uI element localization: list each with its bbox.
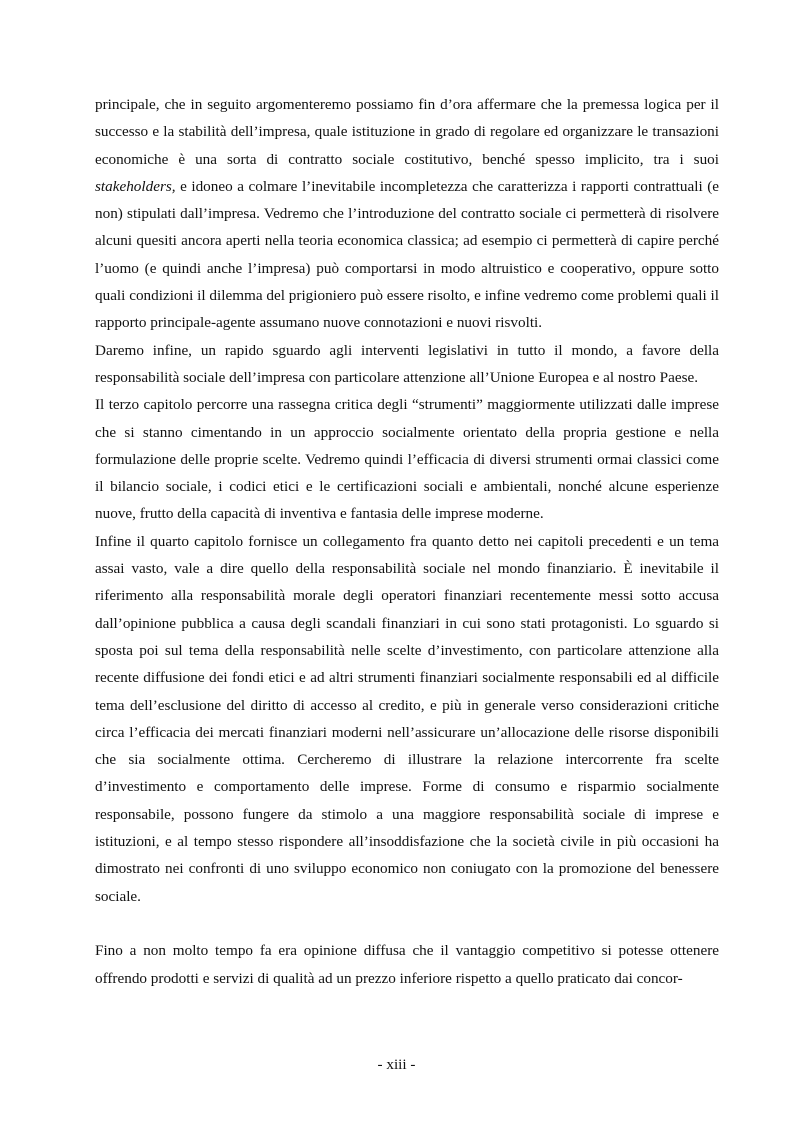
page-number: - xiii -: [377, 1056, 416, 1073]
paragraph-vantaggio-competitivo: Fino a non molto tempo fa era opinione diffusa che il vantaggio competitivo si potesse ottenere offrendo prodotti e servizi di qualità ad un prezzo inferiore rispetto a quello praticato dai concor-: [95, 942, 719, 987]
paragraph-1-text-b: e idoneo a colmare l’inevitabile incompletezza che caratterizza i rapporti contrattuali (e non) stipulati dall’impresa. Vedremo che l’introduzione del contratto sociale ci permetterà di risolvere alcuni quesiti ancora aperti nella teoria economica classica; ad esempio ci permetterà di capire perché l’uomo (e quindi anche l’impresa) può comportarsi in modo altruistico e cooperativo, oppure sotto quali condizioni il dilemma del prigioniero può essere risolto, e infine vedremo come problemi quali il rapporto principale-agente assumano nuove connotazioni e nuovi risvolti.: [95, 177, 719, 332]
paragraph-interventi-legislativi: Daremo infine, un rapido sguardo agli interventi legislativi in tutto il mondo, a favore della responsabilità sociale dell’impresa con particolare attenzione all’Unione Europea e al nostro Paese.: [95, 341, 719, 386]
paragraph-contratto-sociale: [95, 91, 719, 337]
body-text: [95, 91, 719, 992]
paragraph-quarto-capitolo: Infine il quarto capitolo fornisce un collegamento fra quanto detto nei capitoli precedenti e un tema assai vasto, vale a dire quello della responsabilità sociale nel mondo finanziario. È inevitabile il riferimento alla responsabilità morale degli operatori finanziari recentemente messi sotto accusa dall’opinione pubblica a causa degli scandali finanziari in cui sono stati protagonisti. Lo sguardo si sposta poi sul tema della responsabilità nelle scelte d’investimento, con particolare attenzione alla recente diffusione dei fondi etici e ad altri strumenti finanziari socialmente responsabili ed al difficile tema dell’esclusione del diritto di accesso al credito, e più in generale verso considerazioni critiche circa l’efficacia dei mercati finanziari moderni nell’assicurare un’allocazione delle risorse disponibili che sia socialmente ottima. Cercheremo di illustrare la relazione intercorrente fra scelte d’investimento e comportamento delle imprese. Forme di consumo e risparmio socialmente responsabile, possono fungere da stimolo a una maggiore responsabilità sociale di imprese e istituzioni, e al tempo stesso rispondere all’insoddisfazione che la società civile in più occasioni ha dimostrato nei confronti di uno sviluppo economico non coniugato con la promozione del benessere sociale.: [95, 532, 719, 905]
stakeholders-term: stakeholders,: [95, 177, 176, 195]
paragraph-spacer: [95, 910, 719, 937]
paragraph-1-text-a: principale, che in seguito argomenteremo possiamo fin d’ora affermare che la premessa logica per il successo e la stabilità dell’impresa, quale istituzione in grado di regolare ed organizzare le transazioni economiche è una sorta di contratto sociale costitutivo, benché spesso implicito, tra i suoi: [95, 96, 719, 168]
paragraph-terzo-capitolo: Il terzo capitolo percorre una rassegna critica degli “strumenti” maggiormente utilizzati dalle imprese che si stanno cimentando in un approccio socialmente orientato della propria gestione e nella formulazione delle proprie scelte. Vedremo quindi l’efficacia di diversi strumenti ormai classici come il bilancio sociale, i codici etici e le certificazioni sociali e ambientali, nonché alcune esperienze nuove, frutto della capacità di inventiva e fantasia delle imprese moderne.: [95, 396, 719, 523]
